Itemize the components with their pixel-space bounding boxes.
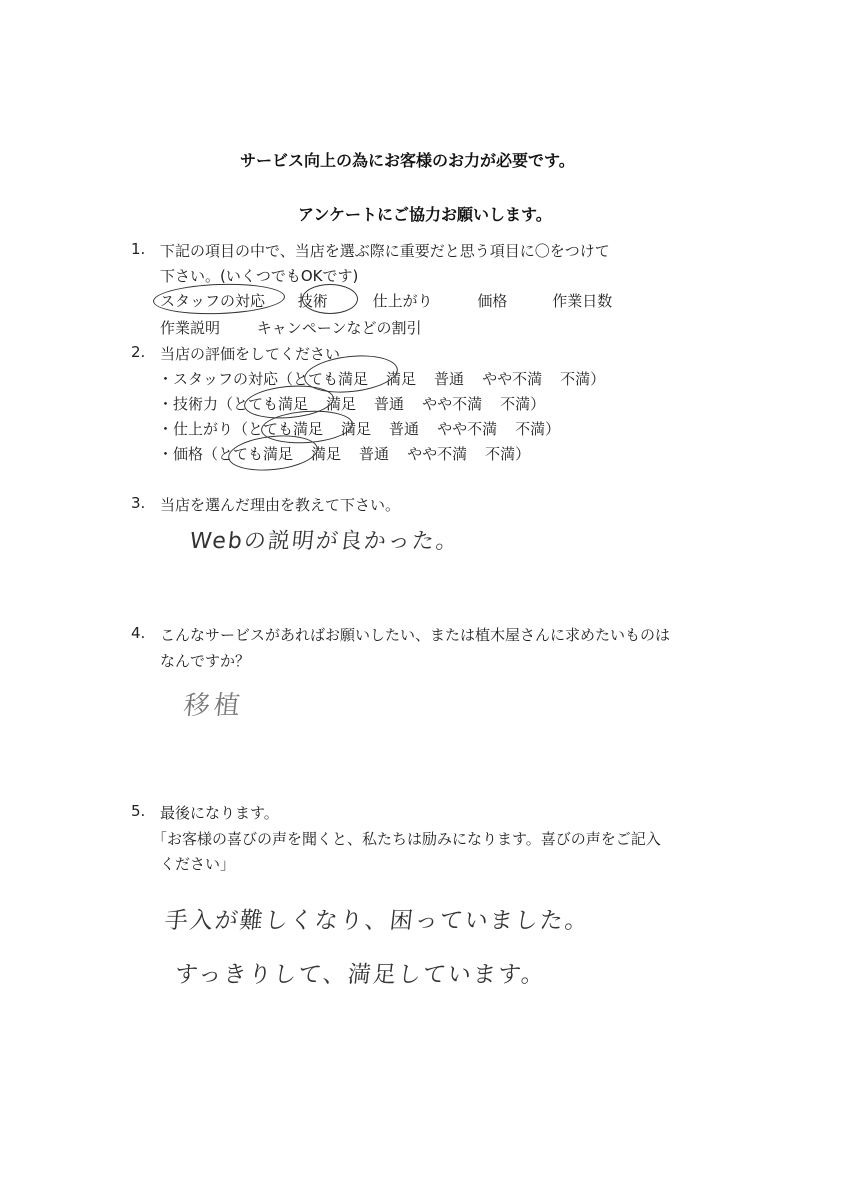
q2-rating-option[interactable]: 不満） <box>500 395 546 413</box>
q1-option-finish[interactable]: 仕上がり <box>372 292 433 310</box>
q2-rating-option[interactable]: やや不満 <box>407 445 468 463</box>
q2-rating-option[interactable]: 不満） <box>560 370 606 388</box>
q5-handwritten-answer-line2[interactable]: すっきりして、満足しています。 <box>173 962 548 988</box>
q5-text: 最後になります。 <box>160 804 279 822</box>
q5-prompt-line2: ください」 <box>160 855 236 873</box>
q2-row-skill <box>158 393 545 414</box>
q1-option-skill[interactable]: 技術 <box>297 292 328 310</box>
q2-rating-option[interactable]: とても満足 <box>248 420 324 438</box>
q1-option-price[interactable]: 価格 <box>477 292 508 310</box>
q2-row-staff <box>158 368 605 389</box>
q3-number: 3. <box>131 494 146 512</box>
q5-prompt-line1: 「お客様の喜びの声を聞くと、私たちは励みになります。喜びの声をご記入 <box>152 830 661 848</box>
q2-rating-option[interactable]: 満足 <box>341 420 372 438</box>
q2-rating-option[interactable]: 満足 <box>311 445 342 463</box>
q5-number: 5. <box>131 802 146 820</box>
survey-title-line1: サービス向上の為にお客様のお力が必要です。 <box>240 151 575 170</box>
survey-title-line2: アンケートにご協力お願いします。 <box>298 205 552 224</box>
q2-rating-option[interactable]: 満足 <box>326 395 357 413</box>
q2-row-label: ・価格（ <box>158 445 219 463</box>
q3-text: 当店を選んだ理由を教えて下さい。 <box>160 496 401 514</box>
q4-text-line1: こんなサービスがあればお願いしたい、または植木屋さんに求めたいものは <box>160 626 671 644</box>
q2-rating-option[interactable]: 普通 <box>389 420 420 438</box>
q5-handwritten-answer-line1[interactable]: 手入が難しくなり、困っていました。 <box>163 908 592 934</box>
q2-rating-option[interactable]: とても満足 <box>293 370 369 388</box>
q1-number: 1. <box>131 240 146 258</box>
q1-option-staff[interactable]: スタッフの対応 <box>160 292 266 310</box>
q2-rating-option[interactable]: 普通 <box>434 370 465 388</box>
q4-text-line2: なんですか？ <box>160 652 251 670</box>
q2-row-label: ・仕上がり（ <box>158 420 249 438</box>
q2-rating-option[interactable]: とても満足 <box>218 445 294 463</box>
q2-text: 当店の評価をしてください <box>160 345 341 363</box>
q1-text-line2: 下さい。(いくつでもOKです) <box>160 267 359 285</box>
q1-text-line1: 下記の項目の中で、当店を選ぶ際に重要だと思う項目に〇をつけて <box>160 242 610 260</box>
q4-number: 4. <box>131 624 146 642</box>
q1-options-row1 <box>160 290 634 311</box>
q4-handwritten-answer[interactable]: 移植 <box>182 691 246 721</box>
q2-rating-option[interactable]: とても満足 <box>233 395 309 413</box>
q2-rating-option[interactable]: 満足 <box>386 370 417 388</box>
q2-rating-option[interactable]: やや不満 <box>437 420 498 438</box>
q2-row-label: ・スタッフの対応（ <box>158 370 294 388</box>
q2-rating-option[interactable]: 不満） <box>515 420 561 438</box>
q3-handwritten-answer[interactable]: Webの説明が良かった。 <box>188 529 462 554</box>
q2-rating-option[interactable]: 不満） <box>485 445 531 463</box>
q2-row-price <box>158 443 530 464</box>
q2-rating-option[interactable]: やや不満 <box>422 395 483 413</box>
q2-rating-option[interactable]: やや不満 <box>482 370 543 388</box>
q1-option-days[interactable]: 作業日数 <box>552 292 613 310</box>
q2-row-finish <box>158 418 560 439</box>
q1-options-row2 <box>160 317 444 338</box>
q2-rating-option[interactable]: 普通 <box>374 395 405 413</box>
q2-row-label: ・技術力（ <box>158 395 234 413</box>
q1-option-campaign[interactable]: キャンペーンなどの割引 <box>256 319 422 337</box>
q2-number: 2. <box>131 343 146 361</box>
q1-option-explanation[interactable]: 作業説明 <box>160 319 221 337</box>
q2-rating-option[interactable]: 普通 <box>359 445 390 463</box>
